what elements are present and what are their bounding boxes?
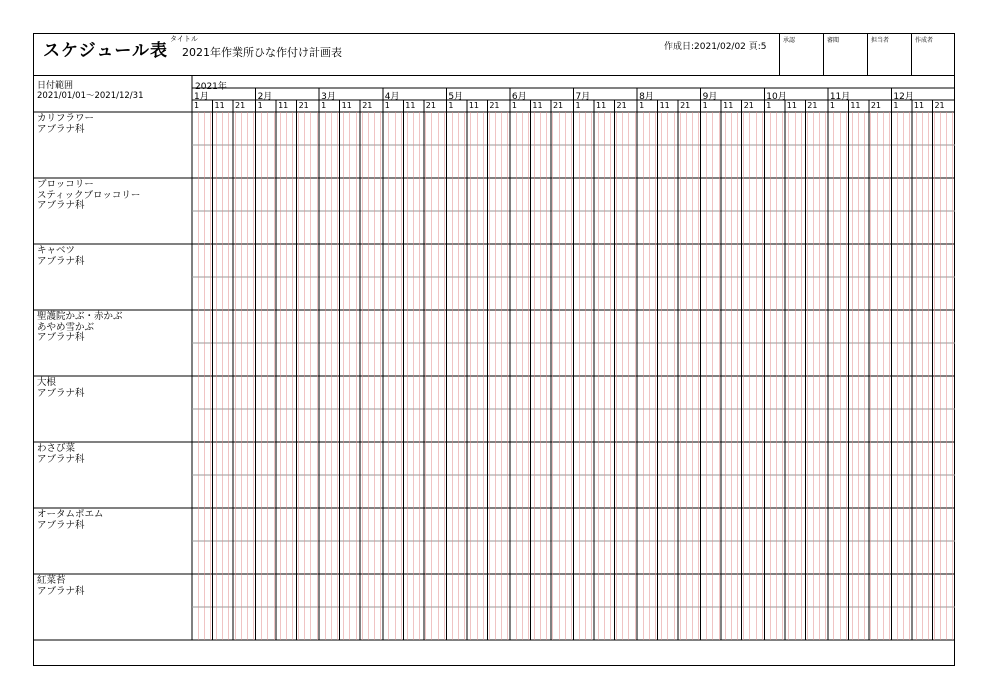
day-label: 21 — [552, 101, 564, 110]
date-range-value: 2021/01/01～2021/12/31 — [37, 91, 144, 101]
day-label: 11 — [405, 101, 416, 110]
day-label: 1 — [321, 101, 327, 110]
month-label: 1月 — [194, 92, 209, 102]
month-label: 4月 — [384, 92, 400, 102]
day-label: 21 — [425, 101, 436, 110]
month-label: 11月 — [829, 92, 851, 102]
day-label: 11 — [278, 101, 289, 110]
day-label: 11 — [913, 101, 925, 110]
month-label: 5月 — [448, 92, 464, 102]
day-label: 11 — [596, 101, 607, 110]
day-label: 1 — [766, 101, 772, 110]
day-label: 1 — [384, 101, 390, 110]
day-label: 1 — [257, 101, 263, 110]
month-label: 9月 — [702, 92, 718, 102]
year-label: 2021年 — [195, 82, 227, 92]
day-label: 11 — [659, 101, 670, 110]
month-label: 3月 — [321, 92, 336, 102]
item-name: オータムポエム アブラナ科 — [37, 509, 104, 531]
day-label: 21 — [235, 101, 246, 110]
item-name: 大根 アブラナ科 — [37, 377, 85, 399]
item-name: 聖護院かぶ・赤かぶ あやめ雪かぶ アブラナ科 — [37, 311, 123, 343]
day-label: 21 — [362, 101, 373, 110]
day-label: 21 — [743, 101, 754, 110]
day-label: 1 — [893, 101, 899, 110]
month-label: 10月 — [766, 92, 787, 102]
day-label: 21 — [934, 101, 945, 110]
day-label: 1 — [511, 101, 517, 110]
month-label: 7月 — [575, 92, 591, 102]
day-label: 1 — [639, 101, 645, 110]
day-label: 21 — [870, 101, 882, 110]
day-label: 11 — [723, 101, 734, 110]
date-range-label: 日付範囲 — [37, 81, 74, 91]
created-date: 作成日:2021/02/02 頁:5 — [664, 42, 767, 52]
item-name: カリフラワー アブラナ科 — [37, 113, 95, 135]
month-label: 12月 — [893, 92, 914, 102]
approval-box-review: 審閲 — [823, 33, 867, 76]
day-label: 1 — [702, 101, 708, 110]
day-label: 21 — [489, 101, 500, 110]
day-label: 21 — [616, 101, 627, 110]
day-label: 21 — [680, 101, 691, 110]
day-label: 11 — [786, 101, 797, 110]
approval-box-person: 担当者 — [867, 33, 911, 76]
item-name: キャベツ アブラナ科 — [37, 245, 85, 267]
item-name: わさび菜 アブラナ科 — [37, 443, 85, 465]
item-name: 紅菜苔 アブラナ科 — [37, 575, 85, 597]
day-label: 11 — [341, 101, 352, 110]
day-label: 1 — [194, 101, 200, 110]
approval-box-approve: 承認 — [779, 33, 823, 76]
day-label: 1 — [829, 101, 835, 110]
day-label: 11 — [850, 101, 861, 110]
title-field-value: 2021年作業所ひな作付け計画表 — [182, 46, 342, 59]
day-label: 1 — [575, 101, 581, 110]
page-title: スケジュール表 — [43, 41, 168, 61]
title-field-label: タイトル — [170, 35, 198, 43]
month-label: 8月 — [639, 92, 654, 102]
day-label: 21 — [298, 101, 309, 110]
day-label: 21 — [807, 101, 818, 110]
day-label: 11 — [214, 101, 225, 110]
month-label: 2月 — [257, 92, 273, 102]
day-label: 11 — [532, 101, 543, 110]
day-label: 11 — [468, 101, 480, 110]
item-name: ブロッコリー スティックブロッコリー アブラナ科 — [37, 179, 141, 211]
approval-box-author: 作成者 — [911, 33, 955, 76]
month-label: 6月 — [511, 92, 527, 102]
day-label: 1 — [448, 101, 454, 110]
